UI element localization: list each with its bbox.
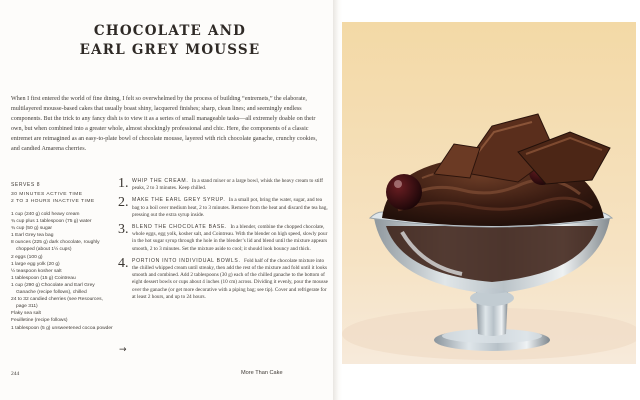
mousse-photo-icon xyxy=(342,22,636,364)
ingredient-item: 24 to 32 candied cherries (see Resources, page 311) xyxy=(11,297,103,310)
step-heading: MAKE THE EARL GREY SYRUP. xyxy=(132,197,226,204)
step-body: In a blender, combine the chopped chocolate, whole eggs, egg yolk, kosher salt, and Cointreau. With the blender on high speed, slowly pour in the hot sugar syrup through the hole in the blender’s lid and blend until the mixture appears smooth, 2 to 3 minutes. Set the mixture aside to cool; it should look bouncy and thick. xyxy=(132,224,328,252)
ingredient-item: 1 tablespoon (5 g) unsweetened cocoa powder xyxy=(11,325,113,331)
running-title: More Than Cake xyxy=(241,370,283,376)
active-time: 30 MINUTES ACTIVE TIME xyxy=(11,192,83,197)
mousse-illustration xyxy=(342,22,636,364)
page-number: 244 xyxy=(11,371,20,377)
candied-cherry xyxy=(386,174,422,210)
ingredient-item: Feuilletine (recipe follows) xyxy=(11,318,68,324)
step-4 xyxy=(118,255,330,301)
step-body: Fold half of the chocolate mixture into the chilled whipped cream until streaky, then add the rest of the mixture and fold until it looks smooth and combined. Add 2 tablespoons (30 g) each of the chilled ganache to the bottom of eight dessert bowls or cups about 4 inches (10 cm) across. Dividing it evenly, pour the mousse over the ganache (or get more decorative with a piping bag; see tip). Cover and refrigerate for at least 2 hours, and up to 24 hours. xyxy=(132,257,328,300)
step-2 xyxy=(118,197,330,219)
step-body: In a stand mixer or a large bowl, whisk the heavy cream to stiff peaks, 2 to 3 minutes. Keep chilled. xyxy=(132,178,323,192)
step-heading: PORTION INTO INDIVIDUAL BOWLS. xyxy=(132,257,241,264)
ingredient-item: 2 eggs (100 g) xyxy=(11,254,43,260)
ingredient-item: Flaky sea salt xyxy=(11,311,41,317)
continue-arrow-icon: → xyxy=(119,345,127,355)
step-3 xyxy=(118,224,330,253)
method-steps xyxy=(118,178,330,306)
ingredient-item: 1 tablespoon (15 g) Cointreau xyxy=(11,275,76,281)
step-heading: BLEND THE CHOCOLATE BASE. xyxy=(132,224,228,231)
ingredient-item: 8 ounces (225 g) dark chocolate, roughly chopped (about 1½ cups) xyxy=(11,240,100,253)
ingredient-item: ¾ cup plus 1 tablespoon (75 g) water xyxy=(11,219,92,225)
recipe-intro: When I first entered the world of fine dining, I felt so overwhelmed by the process of building “entremets,” the elaborate, multilayered mousse-based cakes that usually boast shiny, lacquered finishes; sharp, clean lines; and seemingly endless components. But the trick to any fancy dish is to view it as a series of small manageable tasks—all extremely doable on their own, but when combined into a greater whole, almost shockingly professional and chic. Here, the components of a classic entremet are reimagined as an easy-to-plate bowl of chocolate mousse, layered with rich chocolate ganache, crunchy cookies, and candied Amarena cherries. xyxy=(11,96,318,152)
step-number: 3. xyxy=(118,222,129,238)
serves-label: SERVES 8 xyxy=(11,182,41,188)
ingredient-item: ¾ cup (50 g) sugar xyxy=(11,226,53,232)
ingredient-item: 1 cup (240 g) cold heavy cream xyxy=(11,212,80,217)
step-number: 4. xyxy=(118,255,129,271)
book-gutter xyxy=(333,0,342,400)
step-heading: WHIP THE CREAM. xyxy=(132,178,189,184)
ingredient-list xyxy=(11,211,113,332)
step-1 xyxy=(118,178,330,192)
step-number: 2. xyxy=(118,195,129,211)
ingredient-item: ½ teaspoon kosher salt xyxy=(11,268,62,274)
step-body: In a small pot, bring the water, sugar, and tea bag to a boil over medium heat, 2 to 3 minutes. Remove from the heat and discard the tea bag, pressing out the extra syrup inside. xyxy=(132,197,328,218)
step-number: 1. xyxy=(118,176,129,191)
ingredient-item: 1 large egg yolk (20 g) xyxy=(11,261,60,267)
inactive-time: 2 TO 3 HOURS INACTIVE TIME xyxy=(11,199,95,204)
recipe-title-line1: CHOCOLATE AND xyxy=(93,23,247,39)
recipe-title-line2: EARL GREY MOUSSE xyxy=(79,42,261,58)
ingredient-item: 1 Earl Grey tea bag xyxy=(11,233,54,239)
time-info xyxy=(11,191,95,205)
recipe-title xyxy=(72,22,268,60)
ingredient-item: 1 cup (290 g) Chocolate and Earl Grey Ganache (recipe follows), chilled xyxy=(11,282,95,296)
